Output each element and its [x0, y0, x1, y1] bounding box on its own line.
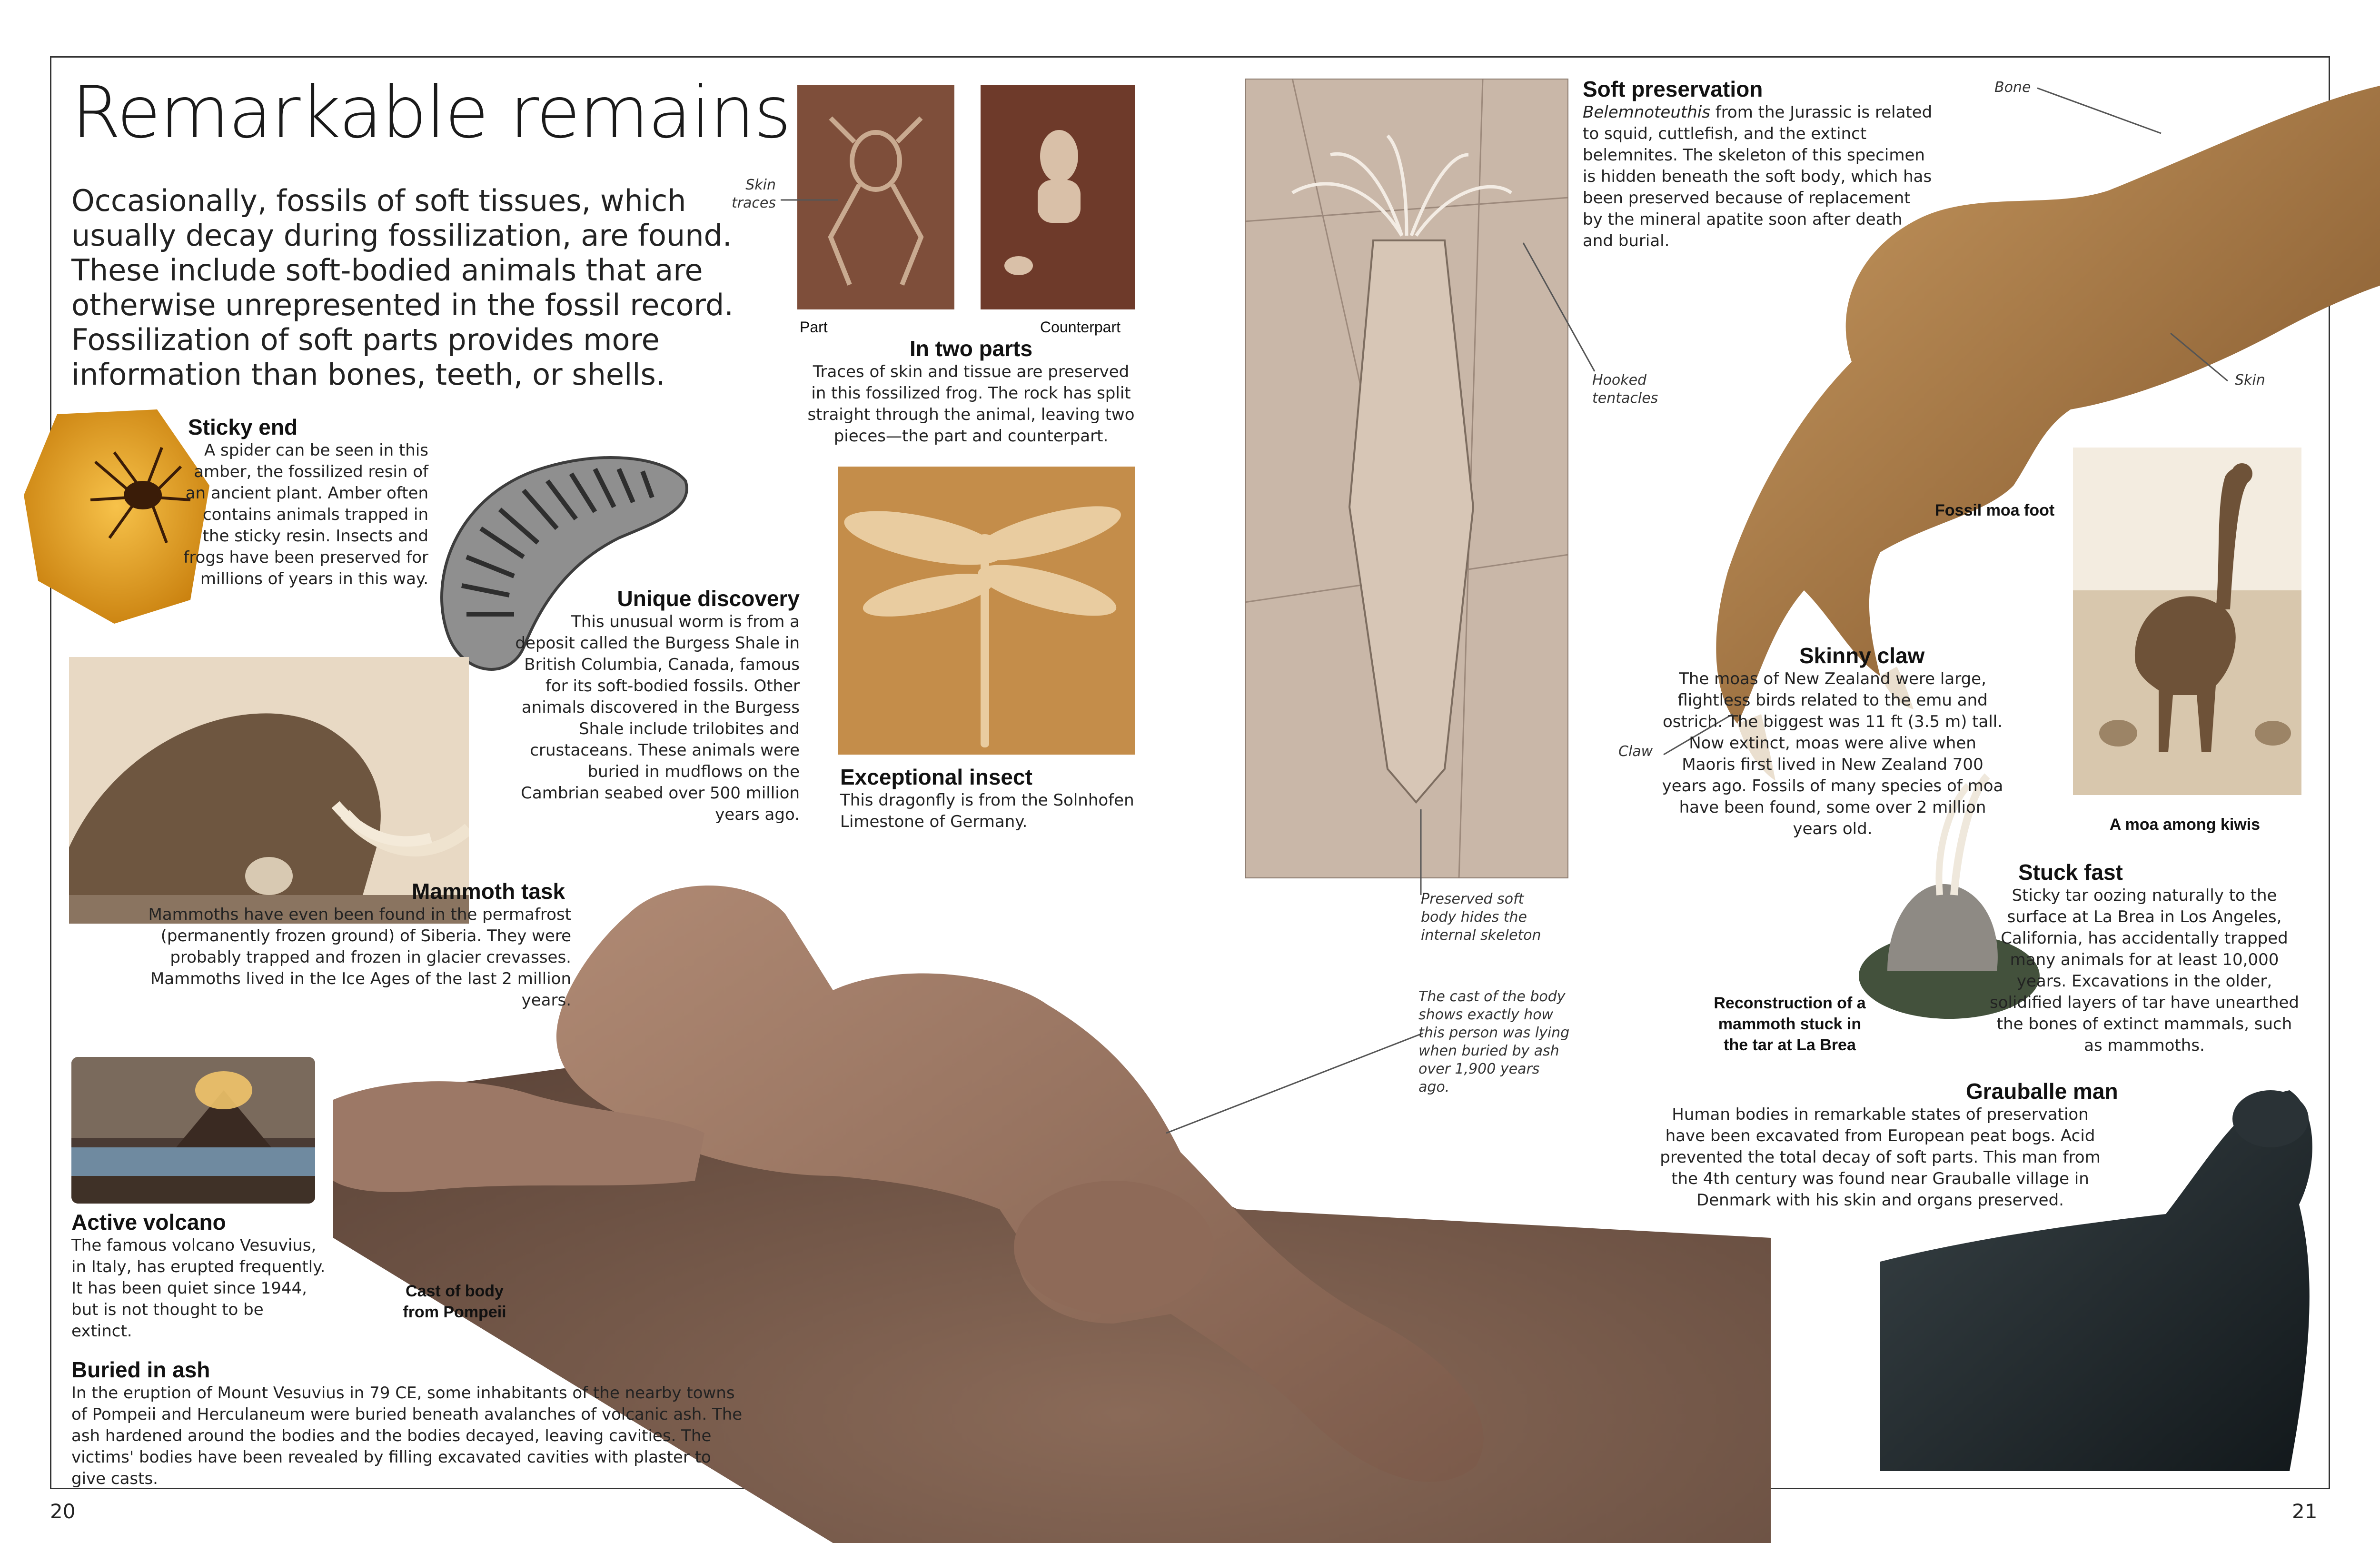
exceptional-insect-section [840, 764, 1145, 833]
grauballe-body: Human bodies in remarkable states of preservation have been excavated from European peat bogs. Acid prevented the total decay of soft parts. This man from the 4th century was found near Grauballe village in Denmark with his skin and organs preserved. [1660, 1105, 2101, 1210]
buried-in-ash-heading: Buried in ash [71, 1357, 210, 1382]
moa-kiwis-engraving [2073, 448, 2301, 795]
pompeii-label: The cast of the body shows exactly how this person was lying when buried by ash over 1,900 years ago. [1418, 988, 1570, 1095]
stuck-fast-body: Sticky tar oozing naturally to the surface at La Brea in Los Angeles, California, has accidentally trapped many animals for at least 10,000 years. Excavations in the older, solidified layers of tar have unearthed the bones of extinct mammals, such as mammoths. [1990, 886, 2299, 1055]
page-number-left: 20 [50, 1500, 76, 1523]
la-brea-caption: Reconstruction of a mammoth stuck in the tar at La Brea [1714, 994, 1866, 1054]
active-volcano-heading: Active volcano [71, 1210, 226, 1234]
unique-discovery-section [514, 586, 800, 826]
page-number-right: 21 [2292, 1500, 2318, 1523]
stuck-fast-section [1990, 859, 2299, 1056]
page-title: Remarkable remains [71, 71, 791, 154]
sticky-end-body: A spider can be seen in this amber, the fossilized resin of an ancient plant. Amber often contains animals trapped in the sticky resin. Insects and frogs have been preserved for millions of years in this way. [183, 441, 428, 588]
bone-label: Bone [1994, 79, 2031, 96]
sticky-end-section [152, 414, 428, 590]
skinny-claw-heading: Skinny claw [1799, 643, 1925, 668]
mammoth-task-heading: Mammoth task [412, 879, 565, 904]
soft-preservation-section [1583, 76, 1935, 252]
dragonfly-fossil-photo [838, 467, 1135, 755]
active-volcano-section [71, 1209, 328, 1342]
hooked-tentacles-label: Hooked tentacles [1592, 372, 1658, 407]
belemnoteuthis-fossil-photo [1245, 79, 1568, 878]
soft-preservation-body [1583, 102, 1935, 252]
mammoth-task-body: Mammoths have even been found in the permafrost (permanently frozen ground) of Siberia. They were probably trapped and frozen in glacier crevasses. Mammoths lived in the Ice Ages of the last 2 million years. [148, 905, 571, 1010]
skinny-claw-body: The moas of New Zealand were large, flightless birds related to the emu and ostrich. The biggest was 11 ft (3.5 m) tall. Now extinct, moas were alive when Maoris first lived in New Zealand 700 years ago. Fossils of many species of moa have been found, some over 2 million years old. [1662, 669, 2003, 838]
sticky-end-heading: Sticky end [188, 415, 298, 439]
claw-label: Claw [1618, 743, 1653, 760]
intro-paragraph: Occasionally, fossils of soft tissues, which usually decay during fossilization, are found. These include soft-bodied animals that are otherwise unrepresented in the fossil record. Fossilization of soft parts provides more information than bones, teeth, or shells. [71, 183, 734, 392]
stuck-fast-heading: Stuck fast [2018, 860, 2123, 885]
mammoth-task-section [95, 878, 571, 1011]
two-parts-heading: In two parts [909, 336, 1033, 361]
exceptional-insect-heading: Exceptional insect [840, 765, 1032, 789]
counterpart-label: Counterpart [1040, 319, 1121, 336]
exceptional-insect-body: This dragonfly is from the Solnhofen Limestone of Germany. [840, 791, 1134, 831]
part-label: Part [800, 319, 828, 336]
frog-part-photo [797, 85, 954, 309]
frog-counterpart-photo [981, 85, 1135, 309]
buried-in-ash-body: In the eruption of Mount Vesuvius in 79 CE, some inhabitants of the nearby towns of Pompeii and Herculaneum were buried beneath avalanches of volcanic ash. The ash hardened around the bodies and the bodies decayed, leaving cavities. The victims' bodies have been revealed by filling excavated cavities with plaster to give casts. [71, 1384, 743, 1488]
moa-kiwis-caption: A moa among kiwis [2109, 816, 2261, 834]
skinny-claw-section [1661, 643, 2004, 840]
skin-traces-label: Skin traces [731, 177, 776, 211]
grauballe-heading: Grauballe man [1966, 1079, 2118, 1104]
pompeii-caption: Cast of body from Pompeii [403, 1282, 506, 1321]
unique-discovery-body: This unusual worm is from a deposit called the Burgess Shale in British Columbia, Canada, famous for its soft-bodied fossils. Other animals discovered in the Burgess Shale include trilobites and crustaceans. These animals were buried in mudflows on the Cambrian seabed over 500 million years ago. [515, 612, 800, 824]
moa-foot-caption: Fossil moa foot [1935, 501, 2055, 519]
buried-in-ash-section [71, 1357, 747, 1490]
active-volcano-body: The famous volcano Vesuvius, in Italy, has erupted frequently. It has been quiet since 1944, but is not thought to be extinct. [71, 1236, 326, 1341]
soft-preservation-heading: Soft preservation [1583, 77, 1763, 101]
unique-discovery-heading: Unique discovery [617, 586, 800, 611]
vesuvius-painting [71, 1057, 315, 1204]
two-parts-body: Traces of skin and tissue are preserved in this fossilized frog. The rock has split straight through the animal, leaving two pieces—the part and counterpart. [807, 362, 1135, 446]
soft-preservation-text: from the Jurassic is related to squid, cuttlefish, and the extinct belemnites. The skeleton of this specimen is hidden beneath the soft body, which has been preserved because of replacement by the mineral apatite soon after death and burial. [1583, 103, 1933, 250]
skin-label: Skin [2235, 372, 2265, 388]
two-parts-section [804, 336, 1138, 447]
grauballe-section [1654, 1078, 2311, 1211]
species-name: Belemnoteuthis [1583, 103, 1710, 122]
preserved-body-label: Preserved soft body hides the internal skeleton [1421, 891, 1541, 944]
